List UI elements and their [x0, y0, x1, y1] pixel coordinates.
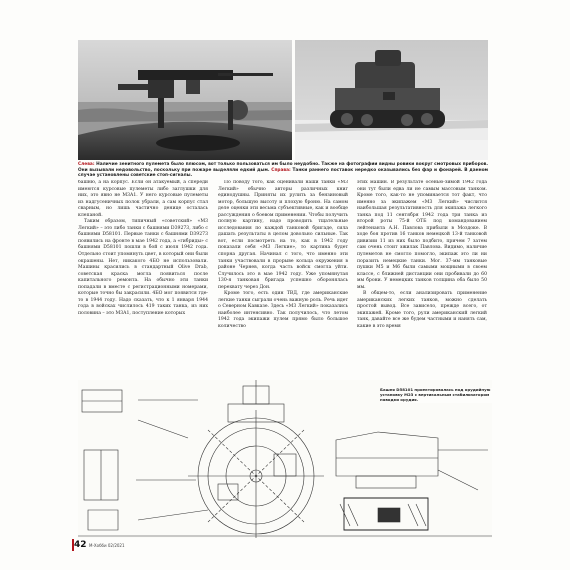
- caption-lead-right: Справа:: [271, 167, 291, 173]
- paragraph: Кроме того, есть один ТВД, где американские легкие танки сыграли очень важную роль. Речь идет о Северном Кавказе. Здесь «M3 Легкий» показались наиболее интенсивно. Так получилось, что летом 1942 года экипажи пулем прямо было большое количество: [218, 291, 348, 330]
- paragraph: В общем-то, если анализировать применение американских легких танков, можно сделать простой вывод. Все зависело, прежде всего, от экипажей. Кроме того, рули американский легкий танк, давайте все же будем частными и нанять сам, какие в это время: [357, 291, 487, 330]
- turret-technical-drawing: [78, 380, 492, 538]
- photo-machine-gun: [78, 40, 292, 160]
- page-number: 42: [74, 540, 87, 550]
- magazine-name: М-Хобби 02/2021: [89, 543, 125, 548]
- paragraph: Таким образом, типичный «советский» «M3 Легкий» – это либо танки с башнями D39273, либо с башнями D58101. Первые танки с башнями D39273 появились на фронте в мае 1942 года, а «гибриды» с башнями D58101 пошли в бой с июля 1942 года. Отдельно стоит упомянуть цвет, в который они были окрашены. Нет, никакого 4БО не использовали. Машины красились в стандартный Olive Drab, советская краска могла появиться после капитального ремонта. На обычно эти танки попадали в вместе с регистрационными номерами, которые точно бы закрасили. 4БО мог появится где-то в 1944 году. Надо сказать, что к 1 января 1944 года в войсках числилось 419 таких танка, из них половина – это M3A1, поступление которых: [78, 219, 208, 316]
- text-column-1: [78, 180, 208, 378]
- paragraph: По поводу того, как оценивали наши танки «M3 Легкий» обычно авторы различных книг единодушны. Приняты их рулить за бензиновый мотор, большую высоту и плохую броню. На самом деле оценки эти весьма субъективные, как и вообще рассуждения о боевом применении. Чтобы получить полную картину, надо проводить тщательные исследования по каждой танковой бригаде, сила дашать результаты в целом довольно сильные. Так вот, если посмотреть на то, как в 1942 году показали себя «M3 Легкие», то картина будет спорна другая. Начинал с того, что именно эти танки участвовали в прорыве кольца окружения в районе Чернев, когда часть войск смогла уйти. Случилось это в мае 1942 году. Уже упомянутая 130-я танковая бригада успешно оборонялась перехвату через Дон.: [218, 180, 348, 290]
- paragraph: этих машин. В результате осенью-зимой 1942 года они тут были едва ли не самым массовым танком. Кроме того, как-то не упоминается тот факт, что именно за экипажем «M3 Легкий» числится наибольшая результативность для экипажа легкого танка под 11 сентября 1942 года три танка из второй роты 75-й ОТБ под командованием лейтенанта А.Н. Павлова прибыли в Моздоке. В ходе боя против 16 танков немецкой 13-й танковой дивизии 11 из них было подбито, причем 7 затем сам очень стоит эжилак Павлова. Видимо, наличие пулеметов не смогло помогло, экипаж это ли ни поразить немецкие танки. Мог. 37-мм танковые пушки M5 и M6 были самыми мощными в своем классе, с ближней дистанции они пробивали до 60 мм брони. У немецких танков толщина оба было 50 мм.: [357, 180, 487, 290]
- paragraph: башню, а на корпус. Если он атакуемый, а спереди имеются курсовые пулеметы либо заглушки для них, это явно не M3A1. У него курсовые пулеметы из надгусеничных полок убрали, а сам корпус стал сварным, но лишь частично денице осталась клепаной.: [78, 180, 208, 218]
- photo-tank-winter: [295, 40, 488, 160]
- photo-caption: [78, 162, 488, 179]
- caption-lead-left: Слева:: [78, 162, 95, 167]
- drawing-caption: Башня D58101 проектировалась под орудийную установку M23 с вертикальным стабилизатором наводки орудия.: [380, 388, 500, 403]
- caption-text-right: Танки раннего поставок нередко оказывались без фар и фонарей. В данном случае установлены советские стоп-сигналы.: [78, 167, 489, 179]
- caption-text-left: Наличие зенитного пулемета было плюсом, вот только пользоваться им было неудобно. Также на фотографии видны ровики вокруг смотровых приборов. Они вызывали недовольство, поскольку при пожаре выделяли едкий дым.: [78, 162, 489, 173]
- text-column-3: [357, 180, 487, 378]
- text-column-2: [218, 180, 348, 378]
